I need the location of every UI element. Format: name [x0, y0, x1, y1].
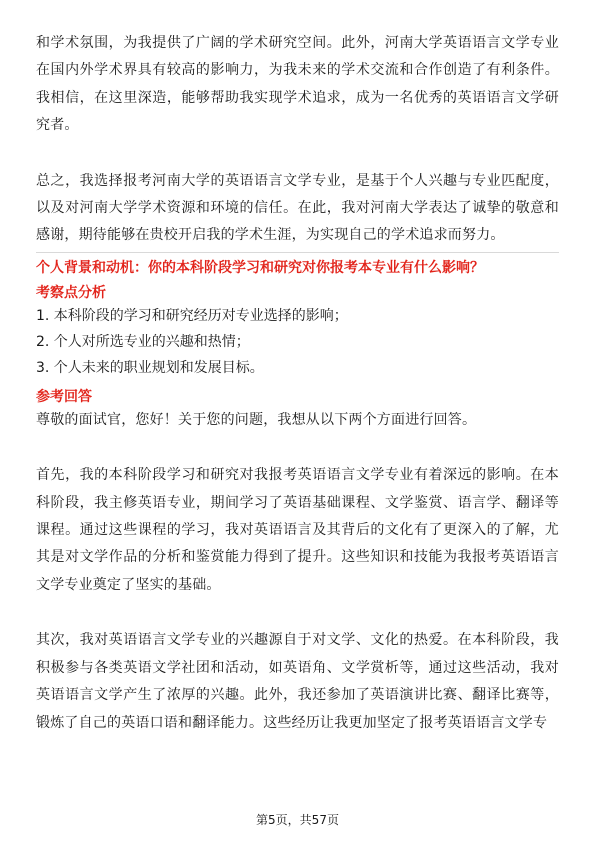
answer-paragraph: 首先，我的本科阶段学习和研究对我报考英语语言文学专业有着深远的影响。在本科阶段，我主修英语专业，期间学习了英语基础课程、文学鉴赏、语言学、翻译等课程。通过这些课程的学习，我对英语语言及其背后的文化有了更深入的了解，尤其是对文学作品的分析和鉴赏能力得到了提升。这些知识和技能为我报考英语语言文学专业奠定了坚实的基础。 — [36, 467, 559, 593]
list-item: 1. 本科阶段的学习和研究经历对专业选择的影响； — [36, 307, 348, 324]
list-item: 3. 个人未来的职业规划和发展目标。 — [36, 359, 264, 376]
body-paragraph: 和学术氛围，为我提供了广阔的学术研究空间。此外，河南大学英语语言文学专业在国内外学术界具有较高的影响力，为我未来的学术交流和合作创造了有利条件。我相信，在这里深造，能够帮助我实现学术追求，成为一名优秀的英语语言文学研究者。 — [36, 35, 559, 134]
answer-heading: 参考回答 — [36, 388, 92, 405]
list-item: 2. 个人对所选专业的兴趣和热情； — [36, 333, 250, 350]
body-paragraph: 总之，我选择报考河南大学的英语语言文学专业，是基于个人兴趣与专业匹配度，以及对河南大学学术资源和环境的信任。在此，我对河南大学表达了诚挚的敬意和感谢，期待能够在贵校开启我的学术生涯，为实现自己的学术追求而努力。 — [36, 172, 559, 244]
analysis-list — [36, 303, 559, 381]
section-divider — [36, 252, 559, 253]
page-number: 第5页，共57页 — [256, 813, 339, 827]
answer-paragraph: 其次，我对英语语言文学专业的兴趣源自于对文学、文化的热爱。在本科阶段，我积极参与各类英语文学社团和活动，如英语角、文学赏析等，通过这些活动，我对英语语言文学产生了浓厚的兴趣。此外，我还参加了英语演讲比赛、翻译比赛等，锻炼了自己的英语口语和翻译能力。这些经历让我更加坚定了报考英语语言文学专 — [36, 632, 559, 731]
analysis-heading: 考察点分析 — [36, 284, 106, 301]
answer-paragraph: 尊敬的面试官，您好！关于您的问题，我想从以下两个方面进行回答。 — [36, 411, 477, 428]
document-page — [36, 30, 559, 737]
question-heading: 个人背景和动机：你的本科阶段学习和研究对你报考本专业有什么影响？ — [36, 259, 484, 276]
